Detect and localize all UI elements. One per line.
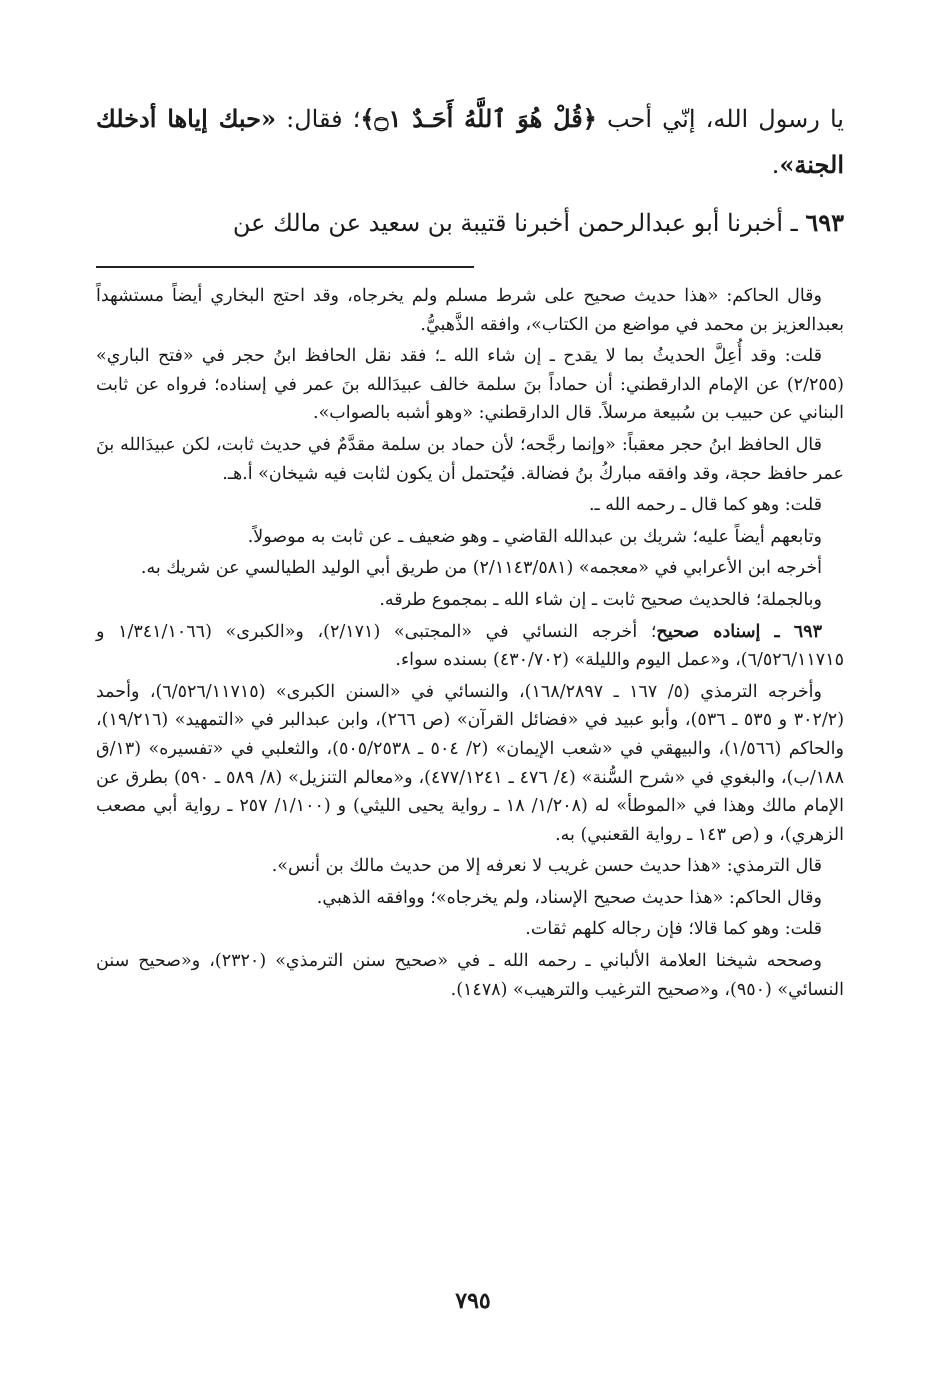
footnote-paragraph: وصححه شيخنا العلامة الألباني ـ رحمه الله ـ في «صحيح سنن الترمذي» (٢٣٢٠)، و«صحيح سنن النسائي» (٩٥٠)، و«صحيح الترغيب والترهيب» (١٤٧٨).	[96, 951, 844, 1000]
quran-verse: ﴿قُلْ هُوَ ٱللَّهُ أَحَـدٌ ۝١﴾	[360, 104, 597, 133]
footnote-divider	[96, 266, 474, 268]
footnotes	[96, 282, 844, 1004]
footnote-paragraph: أخرجه ابن الأعرابي في «معجمه» (٢/١١٤٣/٥٨١) من طريق أبي الوليد الطيالسي عن شريك به.	[140, 558, 822, 579]
grading-label: ـ إسناده صحيح	[656, 621, 794, 642]
paragraph-text: ؛ فقال:	[286, 105, 361, 133]
hadith-number: ٦٩٣	[793, 621, 822, 642]
paragraph-text: ؛ أخرجه النسائي في «المجتبى» (٢/١٧١)، و«الكبرى» (١/٣٤١/١٠٦٦ و ٦/٥٢٦/١١٧١٥)، و«عمل اليوم والليلة» (٤٣٠/٧٠٢) بسنده سواء.	[96, 621, 844, 671]
footnote-paragraph: وتابعهم أيضاً عليه؛ شريك بن عبدالله القاضي ـ وهو ضعيف ـ عن ثابت به موصولاً.	[247, 526, 822, 547]
hadith-number: ٦٩٣	[805, 208, 844, 237]
footnote-paragraph: قلت: وهو كما قال ـ رحمه الله ـ.	[588, 495, 822, 516]
footnote-paragraph: قلت: وهو كما قالا؛ فإن رجاله كلهم ثقات.	[525, 919, 822, 940]
main-paragraph-2	[96, 200, 844, 246]
paragraph-text: يا رسول الله، إنّي أحب	[606, 105, 844, 133]
main-paragraph-1	[96, 96, 844, 188]
page-number: ٧٩٥	[455, 1288, 491, 1314]
footnote-paragraph: وقال الحاكم: «هذا حديث صحيح على شرط مسلم ولم يخرجاه، وقد احتج البخاري أيضاً مستشهداً بعبدالعزيز بن محمد في مواضع من الكتاب»، وافقه الذَّهبيُّ.	[96, 286, 844, 335]
footnote-paragraph: وقال الحاكم: «هذا حديث صحيح الإسناد، ولم يخرجاه»؛ ووافقه الذهبي.	[316, 887, 822, 908]
footnote-paragraph: قلت: وقد أُعِلَّ الحديثُ بما لا يقدح ـ إن شاء الله ـ؛ فقد نقل الحافظ ابنُ حجر في «فتح الباري» (٢/٢٥٥) عن الإمام الدارقطني: أن حماداً بنَ سلمة خالف عبيدَالله بنَ عمر في إسناده؛ فرواه عن ثابت البناني عن حبيب بن سُبيعة مرسلاً. قال الدارقطني: «وهو أشبه بالصواب».	[96, 346, 844, 424]
paragraph-text: ـ أخبرنا أبو عبدالرحمن أخبرنا قتيبة بن سعيد عن مالك عن	[232, 209, 806, 237]
footnote-paragraph: قال الترمذي: «هذا حديث حسن غريب لا نعرفه إلا من حديث مالك بن أنس».	[271, 856, 822, 877]
hadith-quote: «حبك إياها أدخلك الجنة»	[96, 104, 844, 179]
footnote-paragraph: وبالجملة؛ فالحديث صحيح ثابت ـ إن شاء الله ـ بمجموع طرقه.	[379, 589, 822, 610]
main-text	[96, 96, 844, 246]
footnote-paragraph: وأخرجه الترمذي (٥/ ١٦٧ ـ ١٦٨/٢٨٩٧)، والنسائي في «السنن الكبرى» (٦/٥٢٦/١١٧١٥)، وأحمد (٣٠٢/٢ و ٥٣٥ ـ ٥٣٦)، وأبو عبيد في «فضائل القرآن» (ص ٢٦٦)، وابن عبدالبر في «التمهيد» (١٩/٢١٦)، والحاكم (١/٥٦٦)، والبيهقي في «شعب الإيمان» (٢/ ٥٠٤ ـ ٥٠٥/٢٥٣٨)، والثعلبي في «تفسيره» (١٣/ق ١٨٨/ب)، والبغوي في «شرح السُّنة» (٤/ ٤٧٦ ـ ٤٧٧/١٢٤١)، و«معالم التنزيل» (٨/ ٥٨٩ ـ ٥٩٠) بطرق عن الإمام مالك وهذا في «الموطأ» له (١/٢٠٨/ ١٨ ـ رواية يحيى الليثي) و (١/١٠٠/ ٢٥٧ ـ رواية أبي مصعب الزهري)، و (ص ١٤٣ ـ رواية القعنبي) به.	[96, 681, 845, 845]
footnote-paragraph: قال الحافظ ابنُ حجر معقباً: «وإنما رجَّحه؛ لأن حماد بن سلمة مقدَّمٌ في حديث ثابت، لكن عبيدَالله بنَ عمر حافظ حجة، وقد وافقه مباركُ بنُ فضالة. فيُحتمل أن يكون لثابت فيه شيخان» أ.هـ.	[96, 434, 844, 484]
footnote-paragraph	[96, 618, 844, 675]
paragraph-text: .	[771, 151, 780, 179]
